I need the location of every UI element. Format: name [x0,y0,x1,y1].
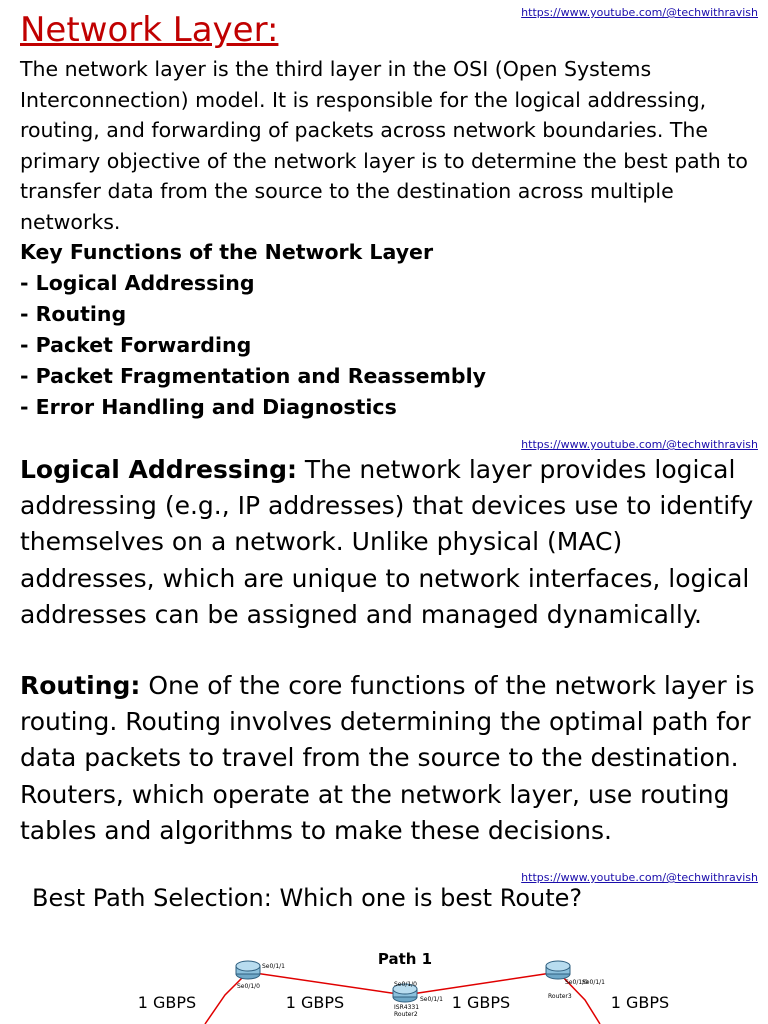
router-name: Router2 [394,1011,418,1018]
path-label: Path 1 [377,950,433,968]
logical-addressing-label: Logical Addressing: [20,455,297,484]
list-item: - Packet Fragmentation and Reassembly [20,364,486,388]
interface-label: Se0/1/0 [565,979,588,986]
link-left [205,972,248,1024]
key-functions-heading: Key Functions of the Network Layer [20,240,434,264]
page-title: Network Layer: [20,10,279,50]
link-router2-router3 [405,972,558,995]
bandwidth-label: 1 GBPS [137,993,197,1012]
routing-label: Routing: [20,671,141,700]
router-icon [546,961,570,979]
link-router1-router2 [248,972,405,995]
list-item: - Routing [20,302,127,326]
router-icon [236,961,260,979]
list-item: - Logical Addressing [20,271,255,295]
intro-paragraph: The network layer is the third layer in the OSI (Open Systems Interconnection) model. It is responsible for the logical addressing, routing, and forwarding of packets across network boundaries. The primary objective of the network layer is to determine the best path to transfer data from the source to the destination across multiple networks. [20,57,748,234]
key-functions-list [20,237,486,423]
list-item: - Error Handling and Diagnostics [20,395,397,419]
youtube-link-middle[interactable]: https://www.youtube.com/@techwithravish [521,438,758,451]
bandwidth-label: 1 GBPS [610,993,670,1012]
interface-label: Se0/1/0 [394,981,417,988]
routing-paragraph [20,668,760,849]
network-path-diagram [0,940,768,1024]
routing-text: One of the core functions of the network layer is routing. Routing involves determining the optimal path for data packets to travel from the source to the destination. Routers, which operate at the network layer, use routing tables and algorithms to make these decisions. [20,671,755,845]
logical-addressing-paragraph [20,452,760,633]
router-name: ISR4331 [394,1004,420,1011]
router-name: Router3 [548,993,572,1000]
youtube-link-bottom[interactable]: https://www.youtube.com/@techwithravish [521,871,758,884]
interface-label: Se0/1/0 [237,983,260,990]
youtube-link-top[interactable]: https://www.youtube.com/@techwithravish [521,6,758,19]
list-item: - Packet Forwarding [20,333,252,357]
logical-addressing-text: The network layer provides logical addressing (e.g., IP addresses) that devices use to identify themselves on a network. Unlike physical (MAC) addresses, which are unique to network interfaces, logical addresses can be assigned and managed dynamically. [20,455,754,629]
best-path-heading: Best Path Selection: Which one is best Route? [32,884,583,912]
bandwidth-label: 1 GBPS [451,993,511,1012]
interface-label: Se0/1/1 [582,979,605,986]
interface-label: Se0/1/1 [262,963,285,970]
interface-label: Se0/1/1 [420,996,443,1003]
bandwidth-label: 1 GBPS [285,993,345,1012]
